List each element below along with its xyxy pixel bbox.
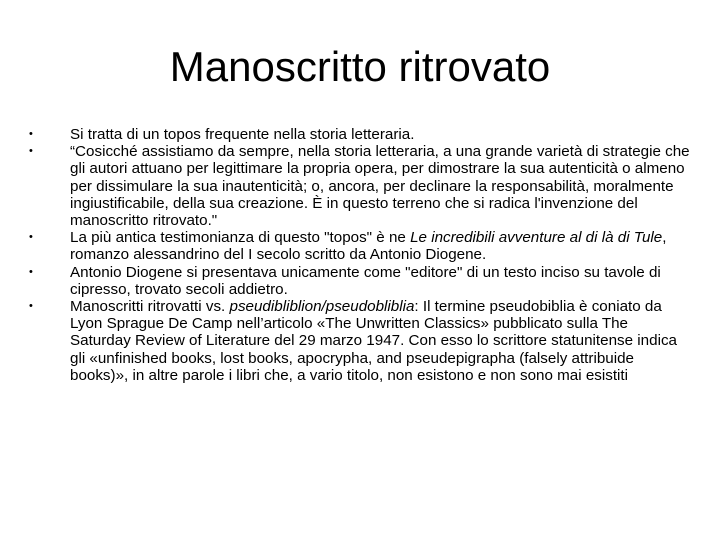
- book-title-italic: Le incredibili avventure al di là di Tule: [410, 229, 663, 247]
- bullet-item-3: [26, 229, 690, 263]
- bullet-text-post: , romanzo alessandrino del I secolo scritto da Antonio Diogene.: [70, 229, 667, 264]
- bullet-icon: •: [29, 300, 33, 313]
- bullet-text-post: : Il termine pseudobiblia è coniato da Lyon Sprague De Camp nell’articolo «The Unwritten Classics» pubblicato sulla The Saturday Review of Literature del 29 marzo 1947. Con esso lo scrittore statunitense indica gli «unfinished books, lost books, apocrypha, and pseudepigrapha (falsely attribuide books)», in altre parole i libri che, a vario titolo, non esistono e non sono mai esistiti: [70, 298, 677, 384]
- bullet-text-pre: Manoscritti ritrovatti vs.: [70, 298, 230, 316]
- bullet-item-2: [26, 143, 690, 229]
- bullet-icon: •: [29, 128, 33, 140]
- bullet-text: “Cosicché assistiamo da sempre, nella storia letteraria, a una grande varietà di strategie che gli autori attuano per legittimare la propria opera, per dimostrare la sua autenticità o almeno per dissimulare la sua inautenticità; o, ancora, per declinare la responsabilità, moralmente ingiustificabile, della sua creazione. È in questo terreno che si radica l'invenzione del manoscritto ritrovato.": [70, 143, 690, 230]
- bullet-icon: •: [29, 145, 33, 158]
- bullet-text: Si tratta di un topos frequente nella storia letteraria.: [70, 126, 415, 143]
- bullet-icon: •: [29, 231, 33, 244]
- term-italic: pseudibliblion/pseudobliblia: [229, 298, 415, 316]
- bullet-item-4: [26, 264, 690, 298]
- bullet-text: Antonio Diogene si presentava unicamente come "editore" di un testo inciso su tavole di cipresso, trovato secoli addietro.: [70, 263, 661, 298]
- bullet-list: [26, 126, 690, 384]
- bullet-item-1: [26, 126, 690, 143]
- slide-title: Manoscritto ritrovato: [169, 43, 551, 90]
- bullet-icon: •: [29, 265, 33, 278]
- bullet-text-pre: La più antica testimonianza di questo "topos" è ne: [70, 229, 411, 247]
- bullet-item-5: [26, 298, 690, 384]
